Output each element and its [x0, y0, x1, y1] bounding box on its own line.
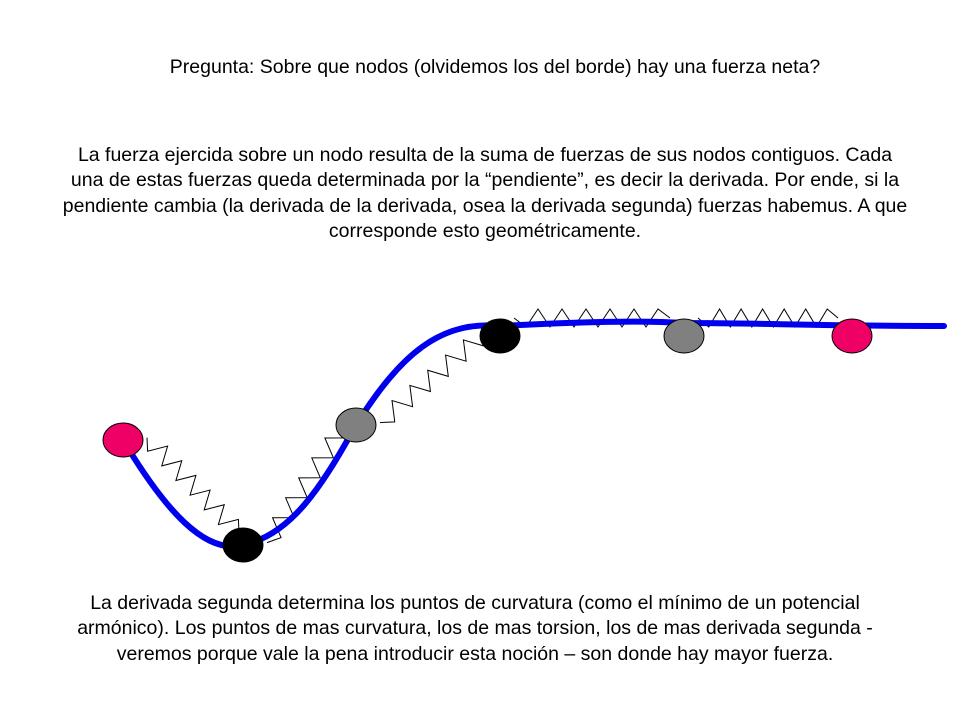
nodes-group	[103, 319, 872, 562]
question-text: Pregunta: Sobre que nodos (olvidemos los del borde) hay una fuerza neta?	[169, 56, 821, 78]
explanation-bottom: La derivada segunda determina los puntos de curvatura (como el mínimo de un potencial armónico). Los puntos de mas curvatura, los de mas torsion, los de mas derivada segunda - veremos porque vale la pena introducir esta noción – son donde hay mayor fuerza.	[77, 592, 873, 665]
displacement-curve	[123, 322, 944, 547]
zero-force-node-3	[336, 408, 376, 442]
explanation-top: La fuerza ejercida sobre un nodo resulta de la suma de fuerzas de sus nodos contiguos. Cada una de estas fuerzas queda determinada por la “pendiente”, es decir la derivada. Por ende, si la pendiente cambia (la derivada de la derivada, osea la derivada segunda) fuerzas habemus. A que corresponde esto geométricamente.	[62, 144, 908, 243]
edge-node-1	[103, 423, 143, 457]
zero-force-node-5	[664, 319, 704, 353]
spring-1	[147, 438, 239, 533]
net-force-node-4	[480, 319, 520, 353]
net-force-node-2	[223, 528, 263, 562]
edge-node-6	[832, 319, 872, 353]
